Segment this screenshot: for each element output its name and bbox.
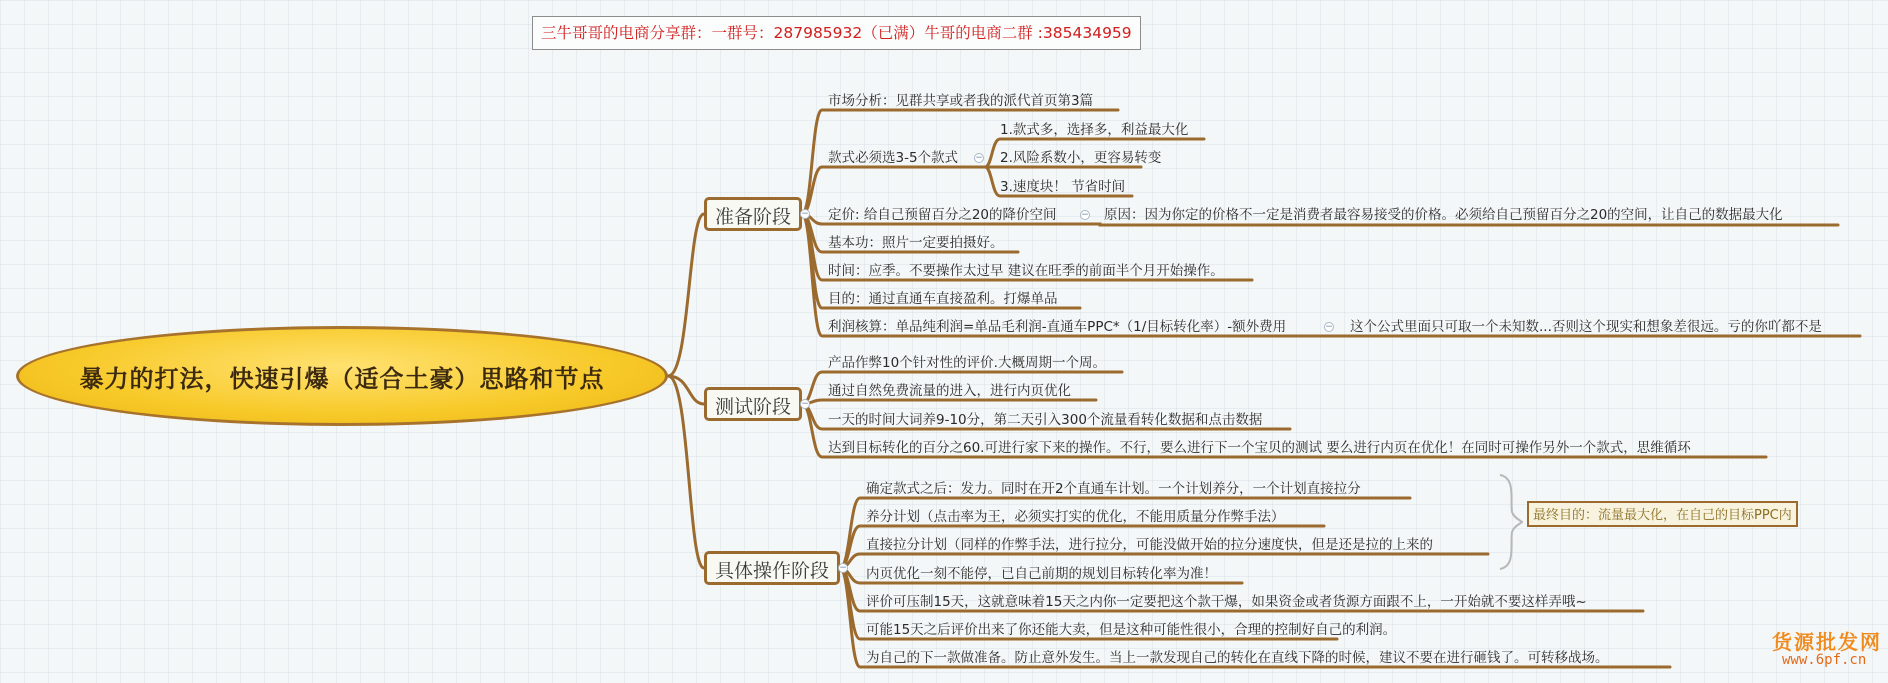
- prep-item-profit[interactable]: 利润核算：单品纯利润=单品毛利润-直通车PPC*（1/目标转化率）-额外费用: [828, 319, 1287, 335]
- profit-note[interactable]: 这个公式里面只可取一个未知数...否则这个现实和想象差很远。亏的你吖都不是: [1350, 319, 1822, 335]
- prep-item-basic[interactable]: 基本功：照片一定要拍摄好。: [828, 235, 1004, 251]
- stage-exec-label: 具体操作阶段: [715, 560, 830, 582]
- test-item-2[interactable]: 通过自然免费流量的进入，进行内页优化: [828, 383, 1071, 399]
- style-sub-2[interactable]: 2.风险系数小，更容易转变: [1000, 150, 1162, 166]
- exec-item-7[interactable]: 为自己的下一款做准备。防止意外发生。当上一款发现自己的转化在直线下降的时候，建议不要在进行砸钱了。可转移战场。: [866, 650, 1609, 666]
- exec-item-4[interactable]: 内页优化一刻不能停，已自己前期的规划目标转化率为准！: [866, 566, 1217, 582]
- exec-item-6[interactable]: 可能15天之后评价出来了你还能大卖，但是这种可能性很小，合理的控制好自己的利润。: [866, 622, 1397, 638]
- root-topic[interactable]: [16, 326, 668, 426]
- test-item-1[interactable]: 产品作弊10个针对性的评价.大概周期一个周。: [828, 355, 1106, 371]
- collapse-toggle-icon[interactable]: −: [839, 563, 847, 573]
- group-banner: 三牛哥哥的电商分享群：一群号：287985932（已满）牛哥的电商二群 :385434959: [532, 16, 1141, 50]
- collapse-toggle-icon[interactable]: −: [801, 209, 809, 219]
- summary-goal[interactable]: 最终目的：流量最大化，在自己的目标PPC内: [1527, 501, 1798, 527]
- stage-test-label: 测试阶段: [715, 396, 792, 418]
- collapse-toggle-icon[interactable]: −: [801, 399, 809, 409]
- prep-item-goal[interactable]: 目的：通过直通车直接盈利。打爆单品: [828, 291, 1058, 307]
- stage-exec[interactable]: [704, 551, 840, 585]
- exec-item-1[interactable]: 确定款式之后：发力。同时在开2个直通车计划。一个计划养分，一个计划直接拉分: [866, 481, 1361, 497]
- collapse-toggle-icon[interactable]: −: [1081, 210, 1089, 220]
- stage-prep[interactable]: [704, 197, 802, 231]
- style-sub-3[interactable]: 3.速度块！ 节省时间: [1000, 179, 1126, 195]
- exec-item-5[interactable]: 评价可压制15天，这就意味着15天之内你一定要把这个款干爆，如果资金或者货源方面跟不上，一开始就不要这样弄哦~: [866, 594, 1587, 610]
- test-item-3[interactable]: 一天的时间大词养9-10分，第二天引入300个流量看转化数据和点击数据: [828, 412, 1263, 428]
- stage-test[interactable]: [704, 387, 802, 421]
- watermark-logo: 货源批发网: [1772, 630, 1882, 654]
- root-topic-label: 暴力的打法，快速引爆（适合土豪）思路和节点: [79, 364, 605, 393]
- exec-item-3[interactable]: 直接拉分计划（同样的作弊手法，进行拉分，可能没做开始的拉分速度快，但是还是拉的上来的: [866, 537, 1433, 553]
- watermark-url: www.6pf.cn: [1782, 652, 1867, 668]
- prep-item-timing[interactable]: 时间：应季。不要操作太过早 建议在旺季的前面半个月开始操作。: [828, 263, 1224, 279]
- stage-prep-label: 准备阶段: [715, 206, 792, 228]
- style-sub-1[interactable]: 1.款式多，选择多，利益最大化: [1000, 122, 1189, 138]
- collapse-toggle-icon[interactable]: −: [1325, 322, 1333, 332]
- test-item-4[interactable]: 达到目标转化的百分之60.可进行家下来的操作。不行，要么进行下一个宝贝的测试 要么进行内页在优化！在同时可操作另外一个款式，思维循环: [828, 440, 1691, 456]
- price-reason[interactable]: 原因：因为你定的价格不一定是消费者最容易接受的价格。必须给自己预留百分之20的空间，让自己的数据最大化: [1104, 207, 1783, 223]
- exec-item-2[interactable]: 养分计划（点击率为王，必须实打实的优化，不能用质量分作弊手法）: [866, 509, 1285, 525]
- prep-item-market[interactable]: 市场分析：见群共享或者我的派代首页第3篇: [828, 93, 1094, 109]
- prep-item-style[interactable]: 款式必须选3-5个款式: [828, 150, 959, 166]
- collapse-toggle-icon[interactable]: −: [975, 153, 983, 163]
- summary-brace: [1500, 475, 1522, 569]
- prep-item-price[interactable]: 定价: 给自己预留百分之20的降价空间: [828, 207, 1057, 223]
